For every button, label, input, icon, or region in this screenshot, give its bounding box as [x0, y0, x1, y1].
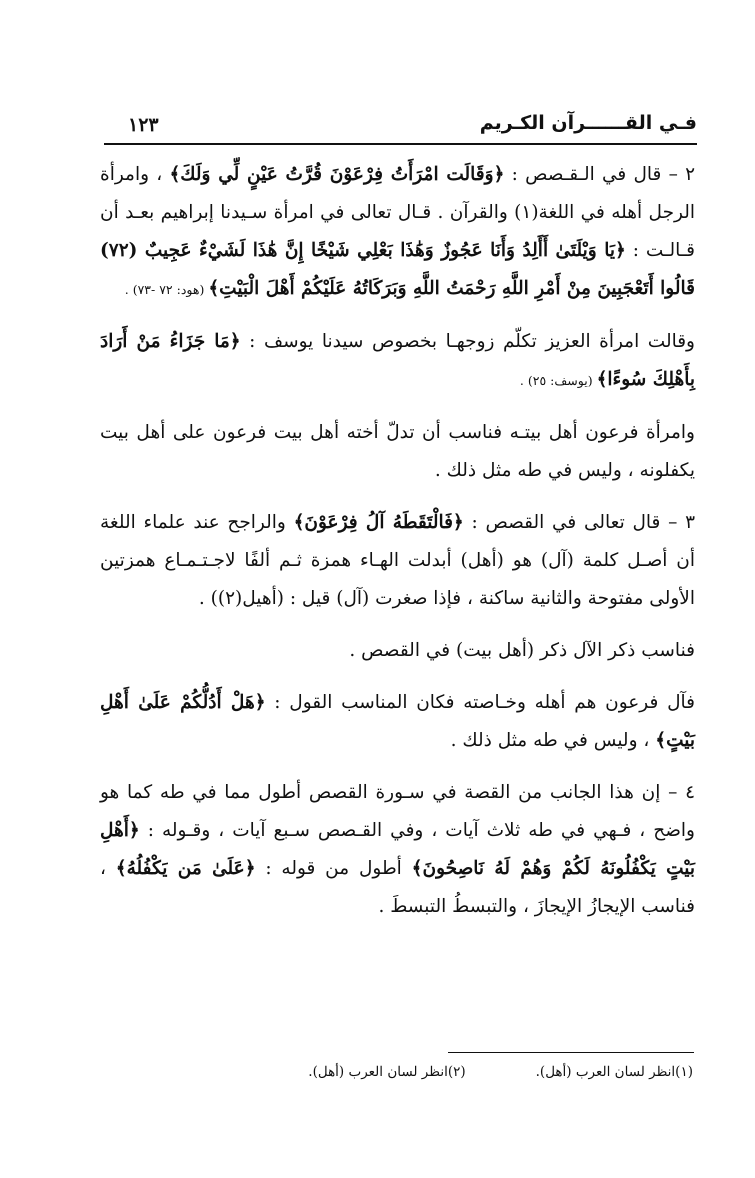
- body-text: [100, 156, 695, 926]
- footnote-rule: [448, 1052, 694, 1053]
- quran-quote: ﴿مَا جَزَاءُ مَنْ أَرَادَ بِأَهْلِكَ سُوءًا﴾: [100, 331, 695, 390]
- quran-quote: ﴿وَقَالَت امْرَأَتُ فِرْعَوْنَ قُرَّتُ عَيْنٍ لِّي وَلَكَ﴾: [169, 164, 505, 185]
- quran-quote: ﴿هَلْ أَدُلُّكُمْ عَلَىٰ أَهْلِ بَيْتٍ﴾: [100, 692, 695, 751]
- paragraph: وقالت امرأة العزيز تكلّم زوجهـا بخصوص سيدنا يوسف : ﴿مَا جَزَاءُ مَنْ أَرَادَ بِأَهْلِكَ سُوءًا﴾ (يوسف: ٢٥) .: [100, 331, 695, 390]
- paragraph: ٢ – قال في الـقـصص : ﴿وَقَالَت امْرَأَتُ فِرْعَوْنَ قُرَّتُ عَيْنٍ لِّي وَلَكَ﴾ ، وامرأة الرجل أهله في اللغة(١) والقرآن . قـال تعالى في امرأة سـيدنا إبراهيم بعـد أن قـالـت : ﴿يَا وَيْلَتَىٰ أَأَلِدُ وَأَنَا عَجُوزٌ وَهَٰذَا بَعْلِي شَيْخًا إِنَّ هَٰذَا لَشَيْءٌ عَجِيبٌ (٧٢) قَالُوا أَتَعْجَبِينَ مِنْ أَمْرِ اللَّهِ رَحْمَتُ اللَّهِ وَبَرَكَاتُهُ عَلَيْكُمْ أَهْلَ الْبَيْتِ﴾ (هود: ٧٢ -٧٣) .: [100, 164, 695, 299]
- citation: (هود: ٧٢ -٧٣) .: [124, 282, 209, 297]
- footnote: (٢)انظر لسان العرب (أهل).: [308, 1064, 466, 1080]
- paragraph: ٣ – قال تعالى في القصص : ﴿فَالْتَقَطَهُ آلُ فِرْعَوْنَ﴾ والراجح عند علماء اللغة أن أصـل كلمة (آل) هو (أهل) أبدلت الهـاء همزة ثـم ألفًا لاجـتـمـاع همزتين الأولى مفتوحة والثانية ساكنة ، فإذا صغرت (آل) قيل : (أهيل(٢)) .: [100, 512, 695, 609]
- paragraph: وامرأة فرعون أهل بيتـه فناسب أن تدلّ أخته أهل بيت فرعون على أهل بيت يكفلونه ، وليس في طه مثل ذلك .: [100, 422, 695, 481]
- paragraph: فناسب ذكر الآل ذكر (أهل بيت) في القصص .: [349, 640, 695, 661]
- running-header: [104, 112, 697, 146]
- quran-quote: ﴿يَا وَيْلَتَىٰ أَأَلِدُ وَأَنَا عَجُوزٌ وَهَٰذَا بَعْلِي شَيْخًا إِنَّ هَٰذَا لَشَيْءٌ عَجِيبٌ (٧٢) قَالُوا أَتَعْجَبِينَ مِنْ أَمْرِ اللَّهِ رَحْمَتُ اللَّهِ وَبَرَكَاتُهُ عَلَيْكُمْ أَهْلَ الْبَيْتِ﴾: [100, 240, 695, 299]
- header-title: فـي القــــــرآن الكـريم: [479, 112, 697, 134]
- footnote: (١)انظر لسان العرب (أهل).: [535, 1064, 693, 1080]
- quran-quote: ﴿أَهْلِ بَيْتٍ يَكْفُلُونَهُ لَكُمْ وَهُمْ لَهُ نَاصِحُونَ﴾: [100, 820, 695, 879]
- quran-quote: ﴿فَالْتَقَطَهُ آلُ فِرْعَوْنَ﴾: [293, 512, 464, 533]
- page-number: ١٢٣: [128, 114, 159, 136]
- paragraph: ٤ – إن هذا الجانب من القصة في سـورة القصص أطول مما في طه كما هو واضح ، فـهي في طه ثلاث آيات ، وفي القـصص سـبع آيات ، وقـوله : ﴿أَهْلِ بَيْتٍ يَكْفُلُونَهُ لَكُمْ وَهُمْ لَهُ نَاصِحُونَ﴾ أطول من قوله : ﴿عَلَىٰ مَن يَكْفُلُهُ﴾ ، فناسب الإيجازُ الإيجازَ ، والتبسطُ التبسطَ .: [100, 782, 695, 917]
- quran-quote: ﴿عَلَىٰ مَن يَكْفُلُهُ﴾: [115, 858, 256, 879]
- footnotes: [200, 1064, 693, 1080]
- header-rule: [104, 143, 697, 145]
- paragraph: فآل فرعون هم أهله وخـاصته فكان المناسب القول : ﴿هَلْ أَدُلُّكُمْ عَلَىٰ أَهْلِ بَيْتٍ﴾ ، وليس في طه مثل ذلك .: [100, 692, 695, 751]
- citation: (يوسف: ٢٥) .: [519, 373, 597, 388]
